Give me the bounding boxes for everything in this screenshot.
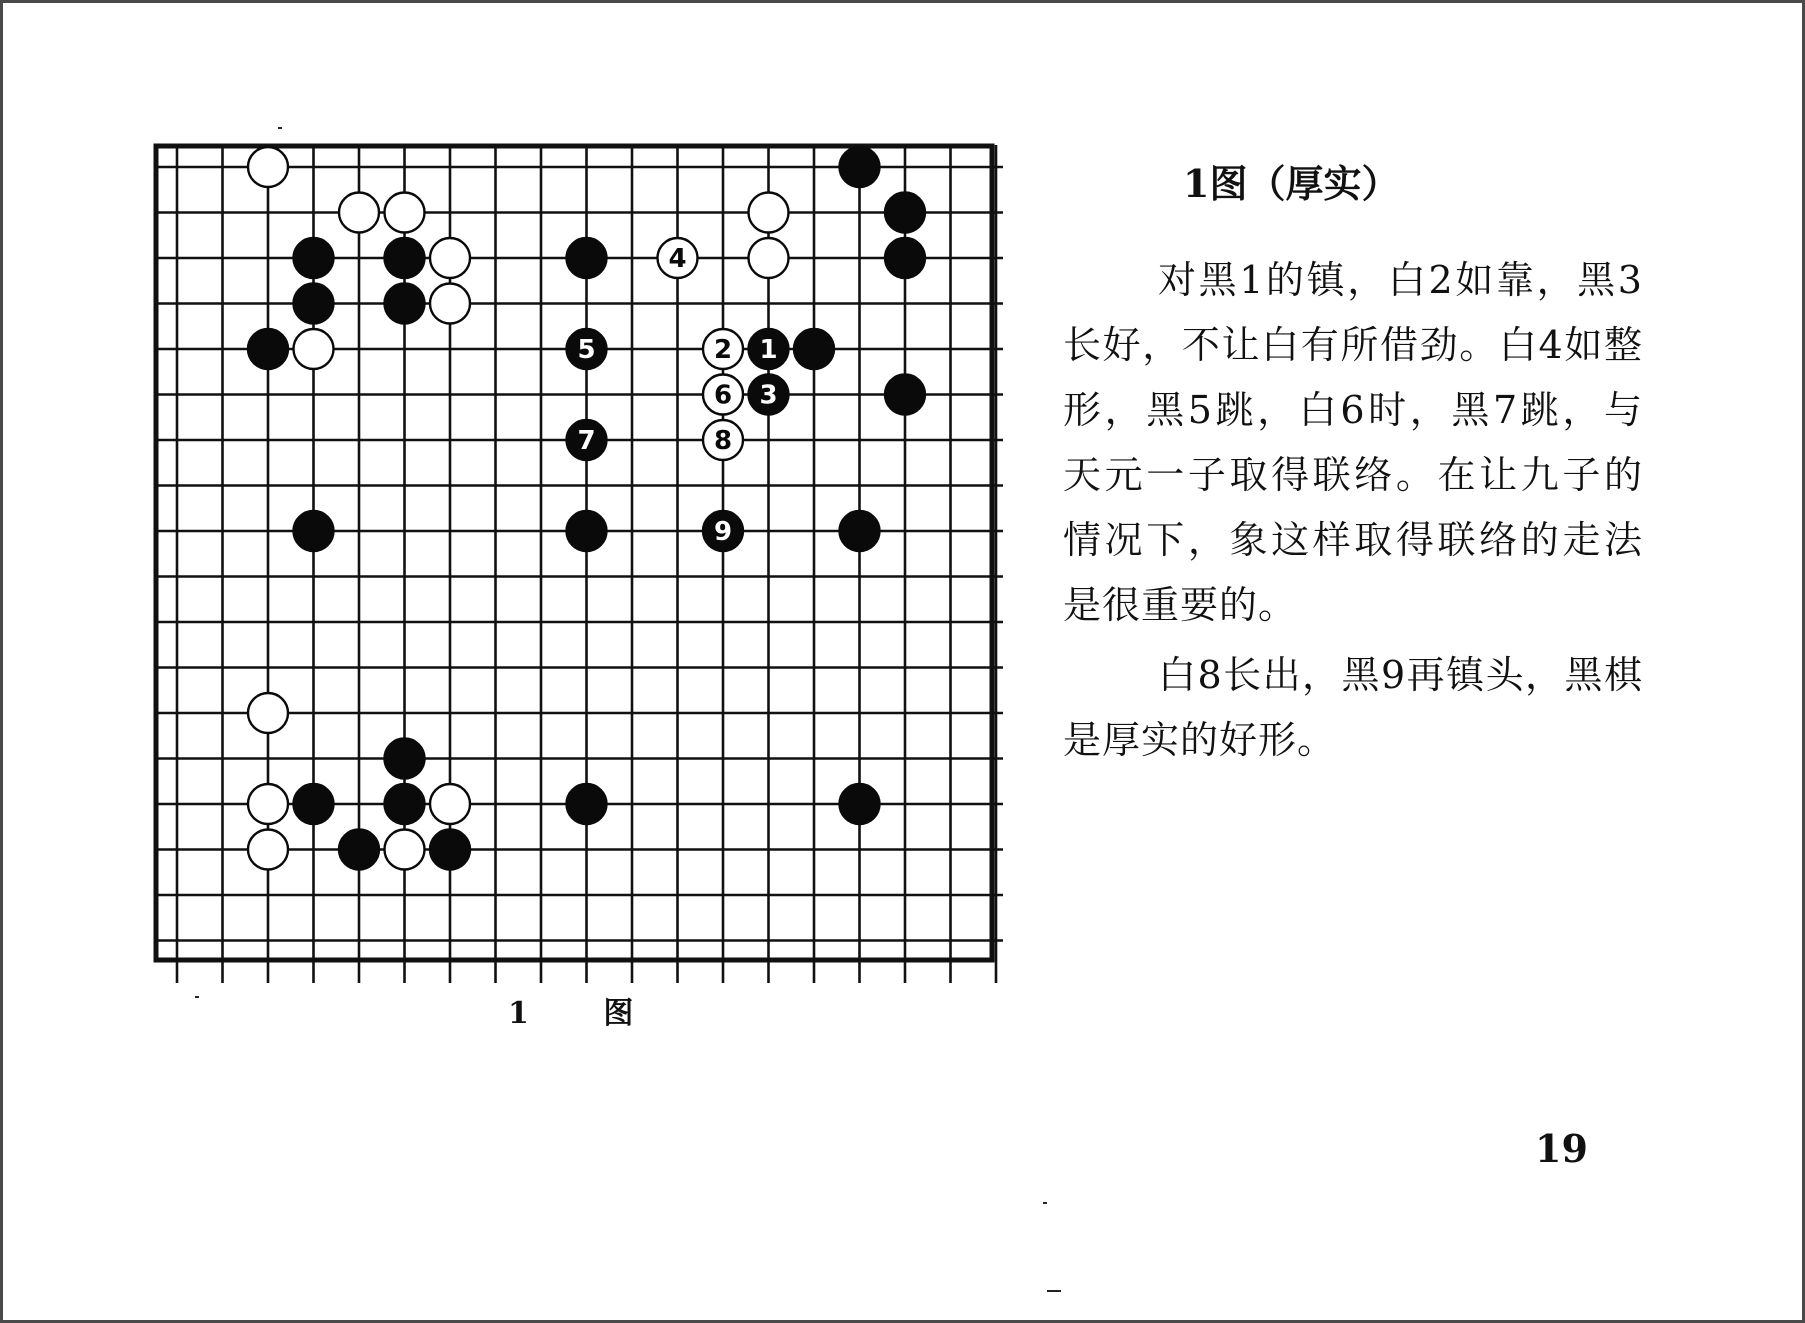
black-stone [248,329,288,369]
black-stone [294,784,334,824]
move-5-label: 5 [577,335,596,365]
black-stone [567,511,607,551]
white-stone [385,193,425,233]
scan-speck [195,996,199,998]
black-stone [840,784,880,824]
move-3-label: 3 [759,380,778,411]
move-9-label: 9 [713,517,733,547]
figure-title: 1图（厚实） [1183,161,1400,206]
black-stone [385,739,425,779]
white-stone [248,830,288,870]
white-stone [749,238,789,278]
white-stone [248,693,288,733]
commentary [1063,153,1643,778]
black-stone [567,784,607,824]
scan-speck [278,127,282,129]
move-6-label: 6 [713,380,733,411]
white-stone [339,193,379,233]
white-stone [430,784,470,824]
black-stone [885,193,925,233]
white-stone [430,238,470,278]
page-number: 19 [1535,1126,1588,1171]
move-8-label: 8 [713,426,733,456]
scan-speck [1047,1290,1061,1292]
black-stone [385,784,425,824]
black-stone [794,329,834,369]
scan-speck [1043,1202,1047,1204]
black-stone [385,284,425,324]
go-diagram [153,143,1003,983]
diagram-caption: 1 图 [508,996,666,1031]
black-stone [294,284,334,324]
white-stone [430,284,470,324]
white-stone [749,193,789,233]
black-stone [885,238,925,278]
black-stone [567,238,607,278]
black-stone [885,375,925,415]
white-stone [248,784,288,824]
black-stone [339,830,379,870]
move-4-label: 4 [668,244,687,274]
black-stone [294,238,334,278]
black-stone [840,147,880,187]
black-stone [294,511,334,551]
black-stone [840,511,880,551]
white-stone [385,830,425,870]
move-1-label: 1 [759,335,778,365]
white-stone [248,147,288,187]
move-2-label: 2 [713,335,733,365]
move-7-label: 7 [577,426,596,456]
black-stone [385,238,425,278]
commentary-paragraph-1: 对黑1的镇，白2如靠，黑3长好，不让白有所借劲。白4如整形，黑5跳，白6时，黑7跳，与天元一子取得联络。在让九子的情况下，象这样取得联络的走法是很重要的。 [1063,258,1643,627]
white-stone [294,329,334,369]
go-board [153,143,1003,983]
black-stone [430,830,470,870]
commentary-paragraph-2: 白8长出，黑9再镇头，黑棋是厚实的好形。 [1063,653,1643,762]
